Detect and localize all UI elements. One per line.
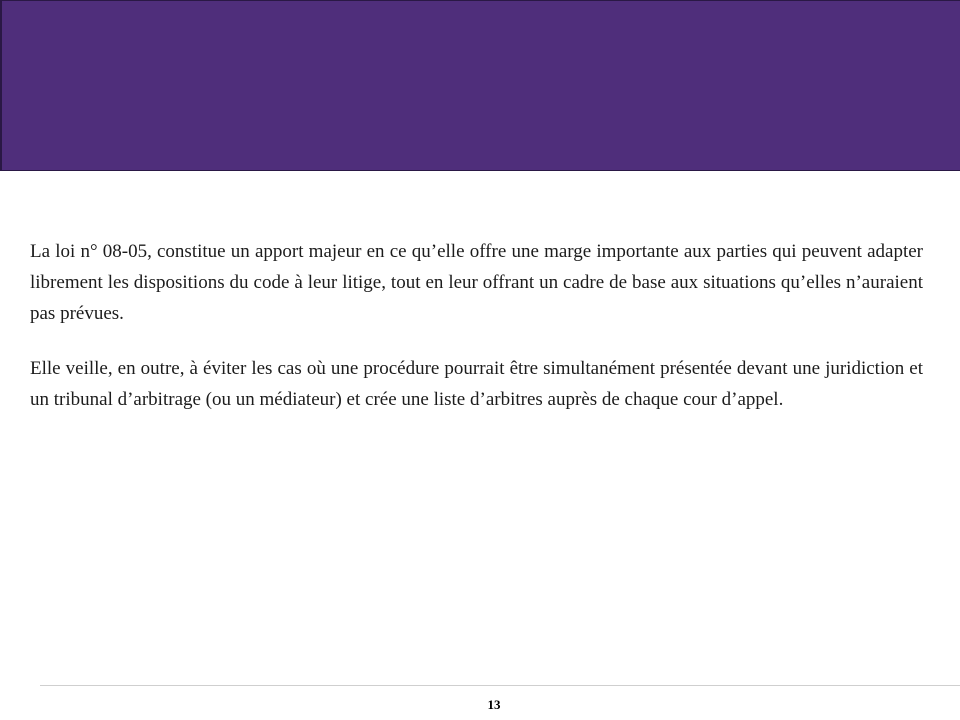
paragraph-2: Elle veille, en outre, à éviter les cas où une procédure pourrait être simultanément présentée devant une juridiction et un tribunal d’arbitrage (ou un médiateur) et crée une liste d’arbitres auprès de chaque cour d’appel. bbox=[30, 357, 923, 410]
paragraph-1: La loi n° 08-05, constitue un apport majeur en ce qu’elle offre une marge importante aux parties qui peuvent adapter librement les dispositions du code à leur litige, tout en leur offrant un cadre de base aux situations qu’elles n’auraient pas prévues. bbox=[30, 241, 923, 324]
footer-divider bbox=[40, 685, 960, 686]
slide-body bbox=[30, 237, 923, 440]
header-band bbox=[0, 0, 960, 171]
page-number: 13 bbox=[487, 697, 501, 712]
